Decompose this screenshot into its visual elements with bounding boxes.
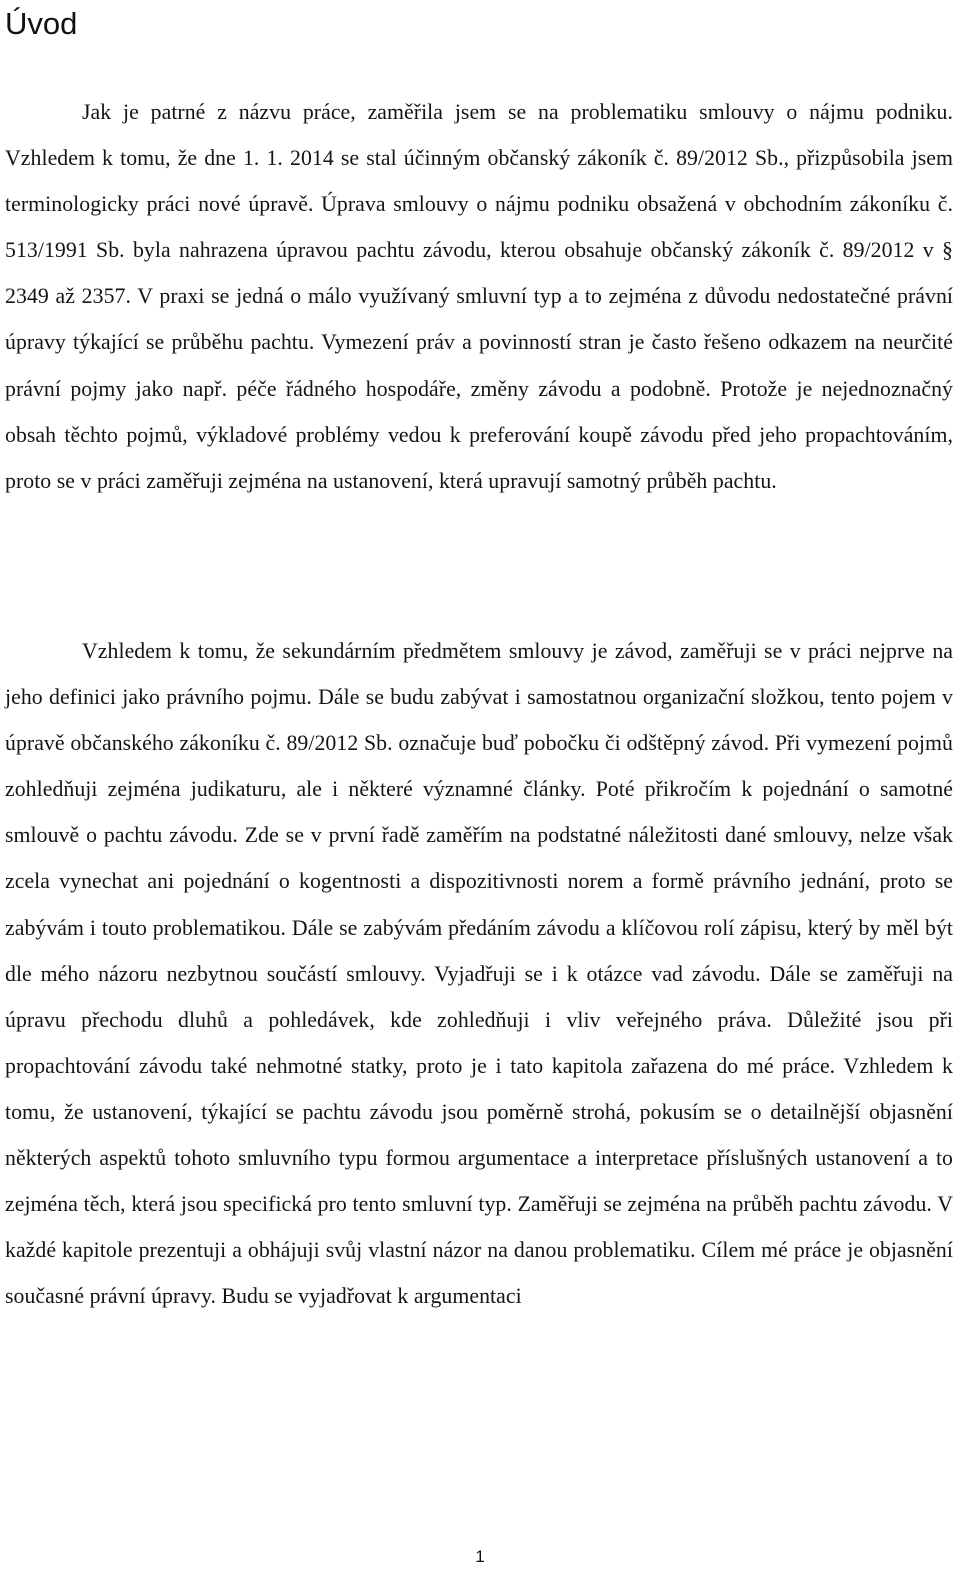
paragraph-intro: Jak je patrné z názvu práce, zaměřila jsem se na problematiku smlouvy o nájmu podniku. Vzhledem k tomu, že dne 1. 1. 2014 se stal účinným občanský zákoník č. 89/2012 Sb., přizpůsobila jsem terminologicky práci nové úpravě. Úprava smlouvy o nájmu podniku obsažená v obchodním zákoníku č. 513/1991 Sb. byla nahrazena úpravou pachtu závodu, kterou obsahuje občanský zákoník č. 89/2012 v § 2349 až 2357. V praxi se jedná o málo využívaný smluvní typ a to zejména z důvodu nedostatečné právní úpravy týkající se průběhu pachtu. Vymezení práv a povinností stran je často řešeno odkazem na neurčité právní pojmy jako např. péče řádného hospodáře, změny závodu a podobně. Protože je nejednoznačný obsah těchto pojmů, výkladové problémy vedou k preferování koupě závodu před jeho propachtováním, proto se v práci zaměřuji zejména na ustanovení, která upravují samotný průběh pachtu. — [5, 100, 953, 493]
section-heading: Úvod — [5, 6, 78, 41]
page-number: 1 — [475, 1547, 485, 1566]
paragraph-scope: Vzhledem k tomu, že sekundárním předmětem smlouvy je závod, zaměřuji se v práci nejprve na jeho definici jako právního pojmu. Dále se budu zabývat i samostatnou organizační složkou, tento pojem v úpravě občanského zákoníku č. 89/2012 Sb. označuje buď pobočku či odštěpný závod. Při vymezení pojmů zohledňuji zejména judikaturu, ale i některé významné články. Poté přikročím k pojednání o samotné smlouvě o pachtu závodu. Zde se v první řadě zaměřím na podstatné náležitosti dané smlouvy, nelze však zcela vynechat ani pojednání o kogentnosti a dispozitivnosti norem a formě právního jednání, proto se zabývám i touto problematikou. Dále se zabývám předáním závodu a klíčovou rolí zápisu, který by měl být dle mého názoru nezbytnou součástí smlouvy. Vyjadřuji se i k otázce vad závodu. Dále se zaměřuji na úpravu přechodu dluhů a pohledávek, kde zohledňuji i vliv veřejného práva. Důležité jsou při propachtování závodu také nehmotné statky, proto je i tato kapitola zařazena do mé práce. Vzhledem k tomu, že ustanovení, týkající se pachtu závodu jsou poměrně strohá, pokusím se o detailnější objasnění některých aspektů tohoto smluvního typu formou argumentace a interpretace příslušných ustanovení a to zejména těch, která jsou specifická pro tento smluvní typ. Zaměřuji se zejména na průběh pachtu závodu. V každé kapitole prezentuji a obhájuji svůj vlastní názor na danou problematiku. Cílem mé práce je objasnění současné právní úpravy. Budu se vyjadřovat k argumentaci — [5, 639, 953, 1309]
